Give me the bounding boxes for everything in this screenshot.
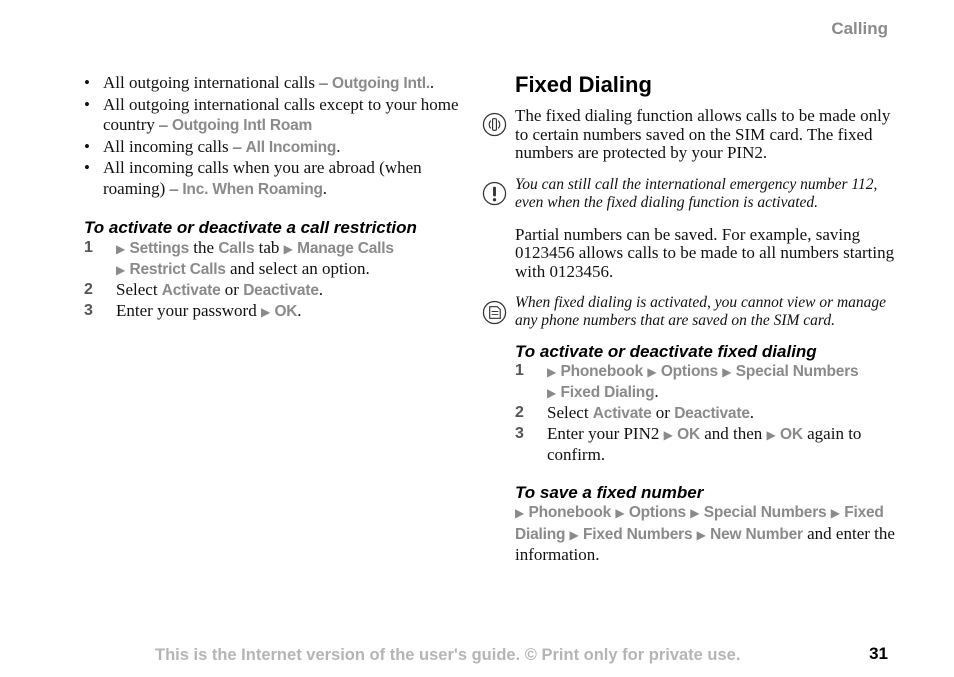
list-item: • All outgoing international calls – Outgoing Intl..	[84, 73, 464, 95]
right-triangle-icon: ▶	[547, 365, 557, 379]
important-note-icon	[482, 181, 507, 206]
page-title: Fixed Dialing	[515, 72, 652, 97]
section-header: Calling	[831, 19, 888, 38]
right-triangle-icon: ▶	[116, 263, 126, 277]
right-triangle-icon: ▶	[260, 305, 271, 319]
subheading-fixed-dialing: To activate or deactivate fixed dialing	[515, 342, 817, 361]
right-triangle-icon: ▶	[283, 242, 293, 256]
right-triangle-icon: ▶	[515, 506, 525, 520]
right-triangle-icon: ▶	[547, 386, 557, 400]
menu-item-all-incoming: All Incoming	[245, 138, 337, 156]
restriction-option-list	[84, 73, 464, 200]
right-triangle-icon: ▶	[647, 365, 657, 379]
right-column	[515, 72, 895, 566]
paragraph-intro: The fixed dialing function allows calls to be made only to certain numbers saved on the SIM card. The fixed numbers are protected by your PIN2.	[515, 106, 891, 162]
list-item: • All incoming calls when you are abroad (when roaming) – Inc. When Roaming.	[84, 158, 464, 200]
network-service-icon	[482, 112, 507, 137]
page-number: 31	[869, 644, 888, 663]
right-triangle-icon: ▶	[116, 242, 126, 256]
right-triangle-icon: ▶	[766, 428, 776, 442]
step-3: 3 Enter your password ▶ OK.	[84, 301, 302, 320]
step-2: 2 Select Activate or Deactivate.	[515, 403, 754, 422]
menu-item-outgoing-intl-roam: Outgoing Intl Roam	[171, 117, 313, 134]
paragraph-partial-numbers: Partial numbers can be saved. For example, saving 0123456 allows calls to be made to all numbers starting with 0123456.	[515, 224, 895, 281]
step-1: 1 ▶ Settings the Calls tab ▶ Manage Calls ▶ Restrict Calls and select an option.	[84, 238, 394, 278]
list-item: • All incoming calls – All Incoming.	[84, 137, 464, 159]
menu-item-inc-when-roaming: Inc. When Roaming	[182, 180, 323, 198]
step-2: 2 Select Activate or Deactivate.	[84, 280, 323, 299]
subheading-save-fixed-number: To save a fixed number	[515, 483, 704, 502]
note-view-restriction: When fixed dialing is activated, you cannot view or manage any phone numbers that are saved on the SIM card.	[515, 294, 887, 329]
internet-version-notice: This is the Internet version of the user's guide. © Print only for private use.	[155, 646, 741, 664]
right-triangle-icon: ▶	[663, 428, 673, 442]
save-fixed-number-instructions: ▶ Phonebook ▶ Options ▶ Special Numbers ▶ Fixed Dialing ▶ Fixed Numbers ▶ New Number and enter the information.	[515, 504, 895, 564]
note-emergency: You can still call the international emergency number 112, even when the fixed dialing function is activated.	[515, 175, 878, 211]
left-column	[84, 73, 464, 322]
right-triangle-icon: ▶	[696, 527, 706, 542]
right-triangle-icon: ▶	[615, 506, 625, 520]
menu-item-outgoing-intl: Outgoing Intl.	[332, 75, 430, 92]
subheading-call-restriction: To activate or deactivate a call restriction	[84, 218, 417, 237]
list-item: • All outgoing international calls except to your home country – Outgoing Intl Roam	[84, 95, 464, 137]
step-1: 1 ▶ Phonebook ▶ Options ▶ Special Numbers ▶ Fixed Dialing.	[515, 362, 859, 401]
right-triangle-icon: ▶	[830, 506, 840, 520]
sim-dependent-icon	[482, 300, 507, 325]
right-triangle-icon: ▶	[569, 527, 579, 542]
right-triangle-icon: ▶	[690, 506, 700, 520]
step-3: 3 Enter your PIN2 ▶ OK and then ▶ OK again to confirm.	[515, 424, 862, 464]
right-triangle-icon: ▶	[722, 365, 732, 379]
